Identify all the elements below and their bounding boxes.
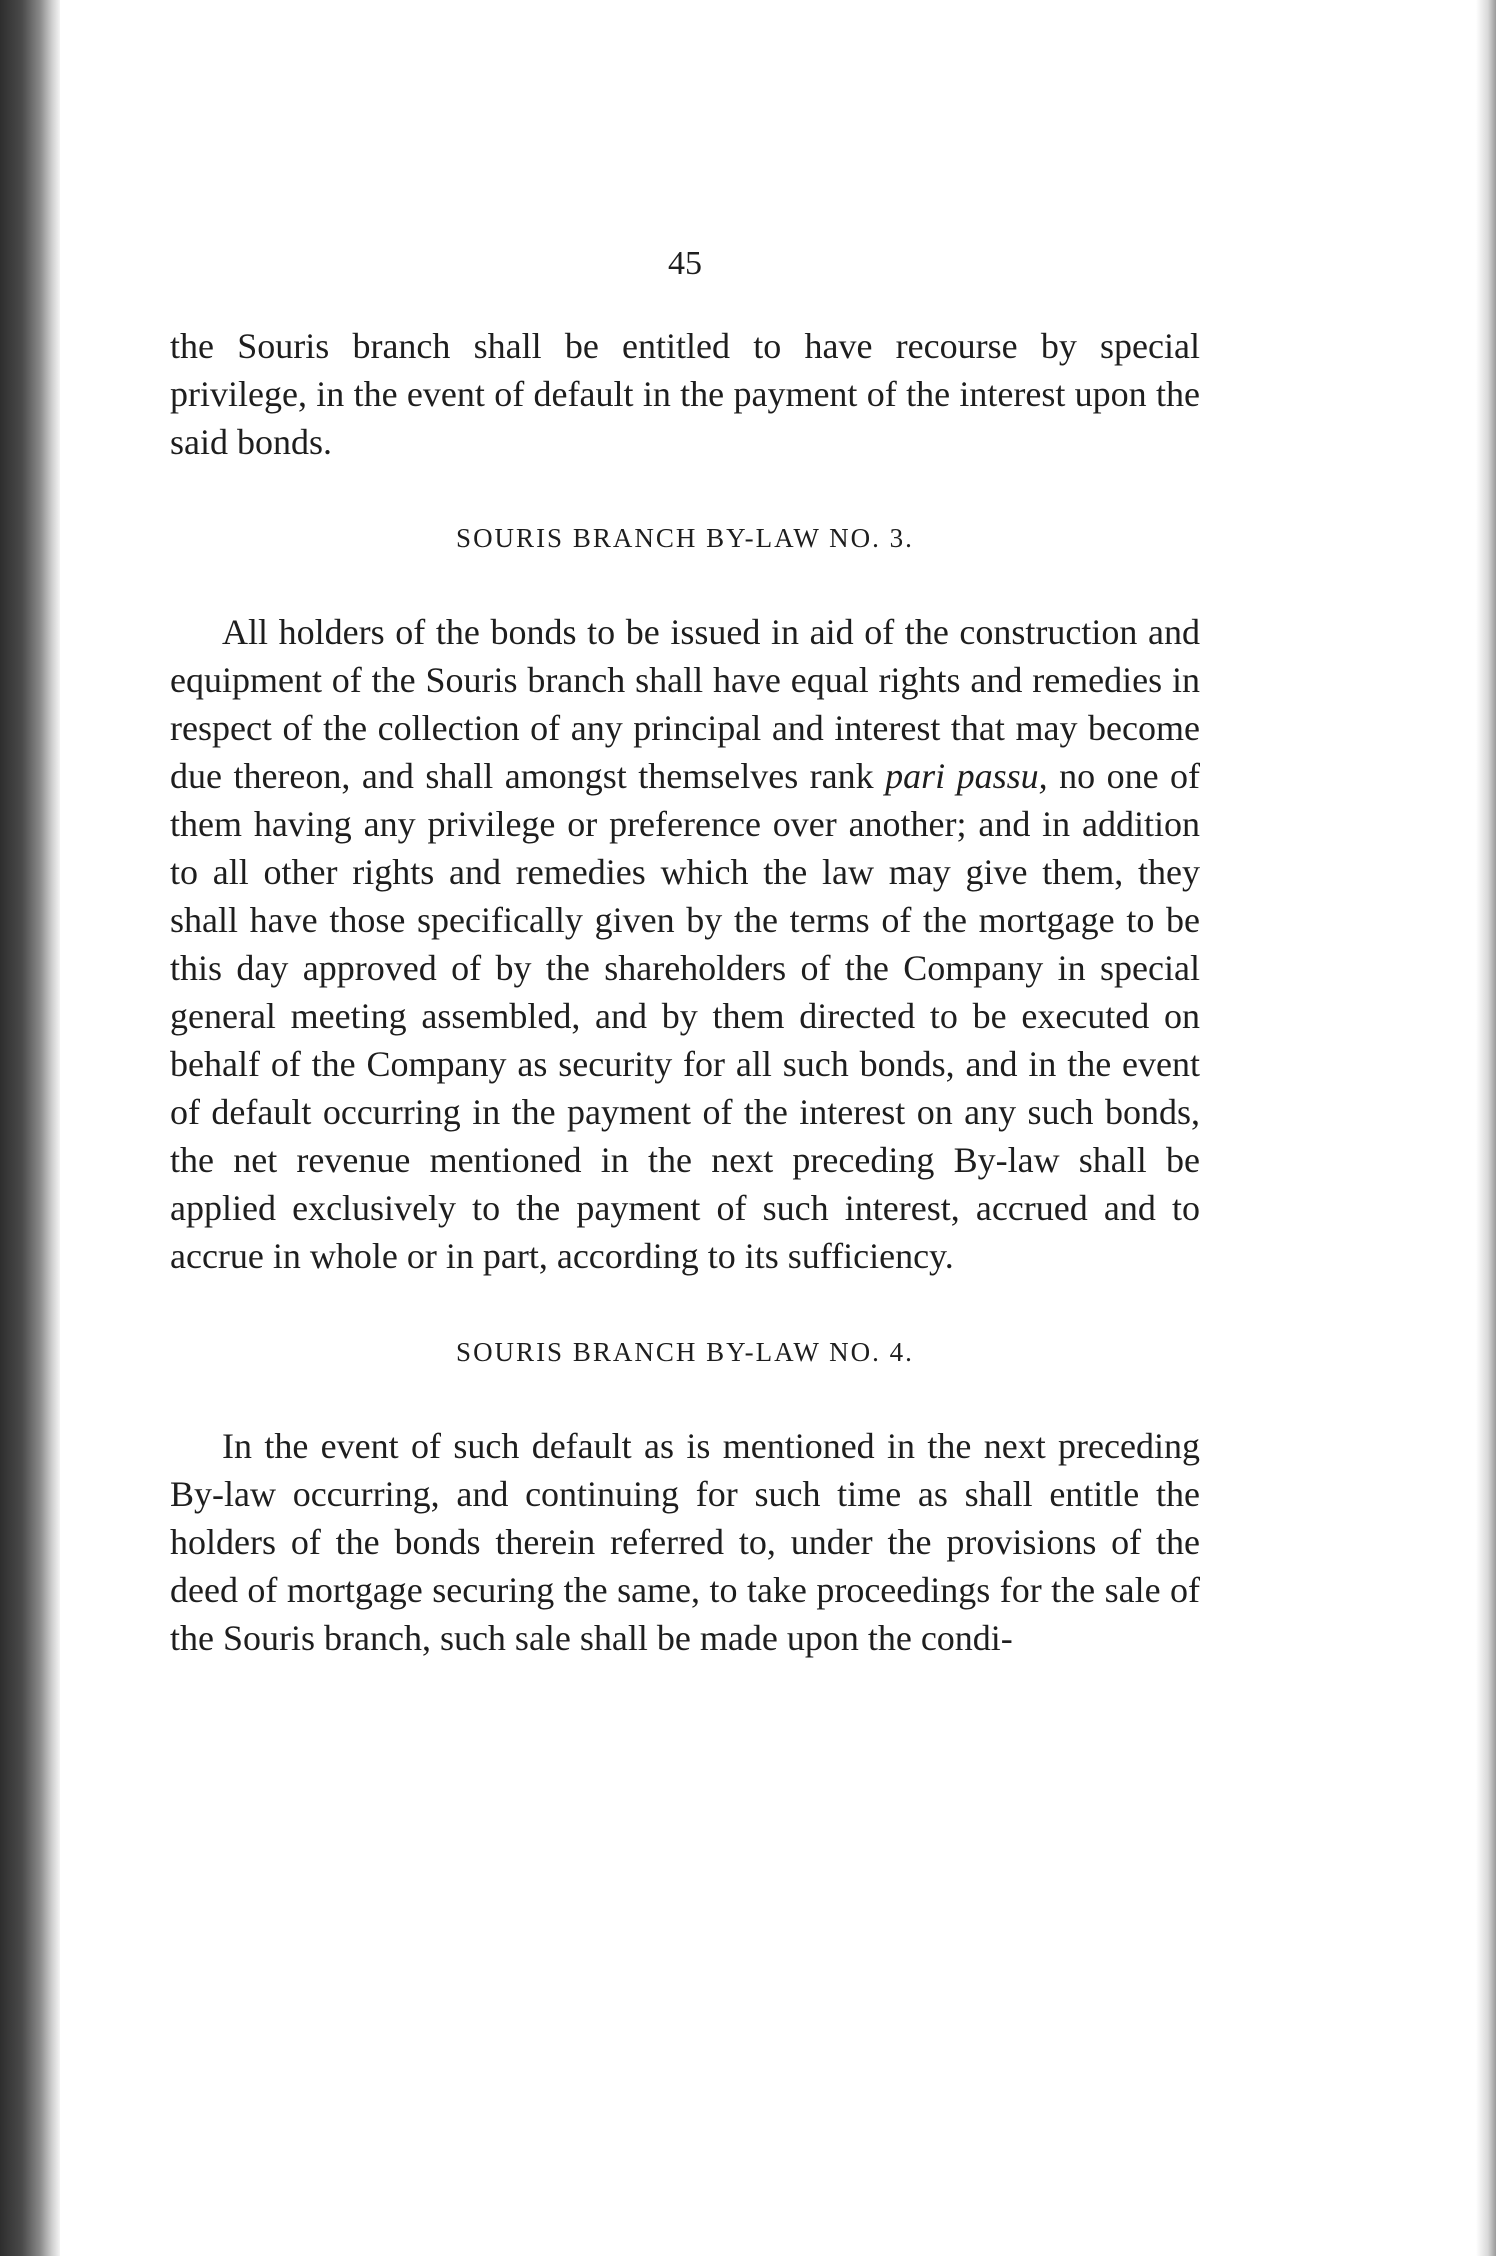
latin-phrase: pari passu, (885, 756, 1048, 796)
paragraph-continuation: the Souris branch shall be entitled to have recourse by special privilege, in the event of default in the payment of the interest upon the said bonds. (170, 326, 1200, 462)
paragraph-bylaw-3 (170, 608, 1200, 1280)
paragraph-bylaw-4: In the event of such default as is mentioned in the next preceding By-law occurring, and continuing for such time as shall entitle the holders of the bonds therein referred to, under the provisions of the deed of mortgage securing the same, to take proceedings for the sale of the Souris branch, such sale shall be made upon the condi- (170, 1426, 1200, 1658)
book-spine-shadow (0, 0, 60, 2256)
section-heading-bylaw-3: SOURIS BRANCH BY-LAW NO. 3. (456, 523, 914, 553)
paragraph-bylaw-3-text-b: no one of them having any privilege or preference over another; and in addition to all other rights and remedies which the law may give them, they shall have those specifically given by the terms of the mortgage to be this day approved of by the shareholders of the Company in special general meeting assembled, and by them directed to be executed on behalf of the Company as security for all such bonds, and in the event of default occurring in the payment of the interest on any such bonds, the net revenue mentioned in the next preceding By-law shall be applied exclusively to the payment of such interest, accrued and to accrue in whole or in part, according to its sufficiency. (170, 756, 1201, 1276)
section-heading-bylaw-4: SOURIS BRANCH BY-LAW NO. 4. (456, 1337, 914, 1367)
paragraph-bylaw-3-text-a: All holders of the bonds to be issued in aid of the construction and equipment of the Souris branch shall have equal rights and remedies in respect of the collection of any principal and interest that may become due thereon, and shall amongst themselves rank (170, 612, 1200, 796)
page-edge-shadow (1476, 0, 1496, 2256)
page-number: 45 (668, 245, 702, 282)
document-page (170, 240, 1200, 1662)
